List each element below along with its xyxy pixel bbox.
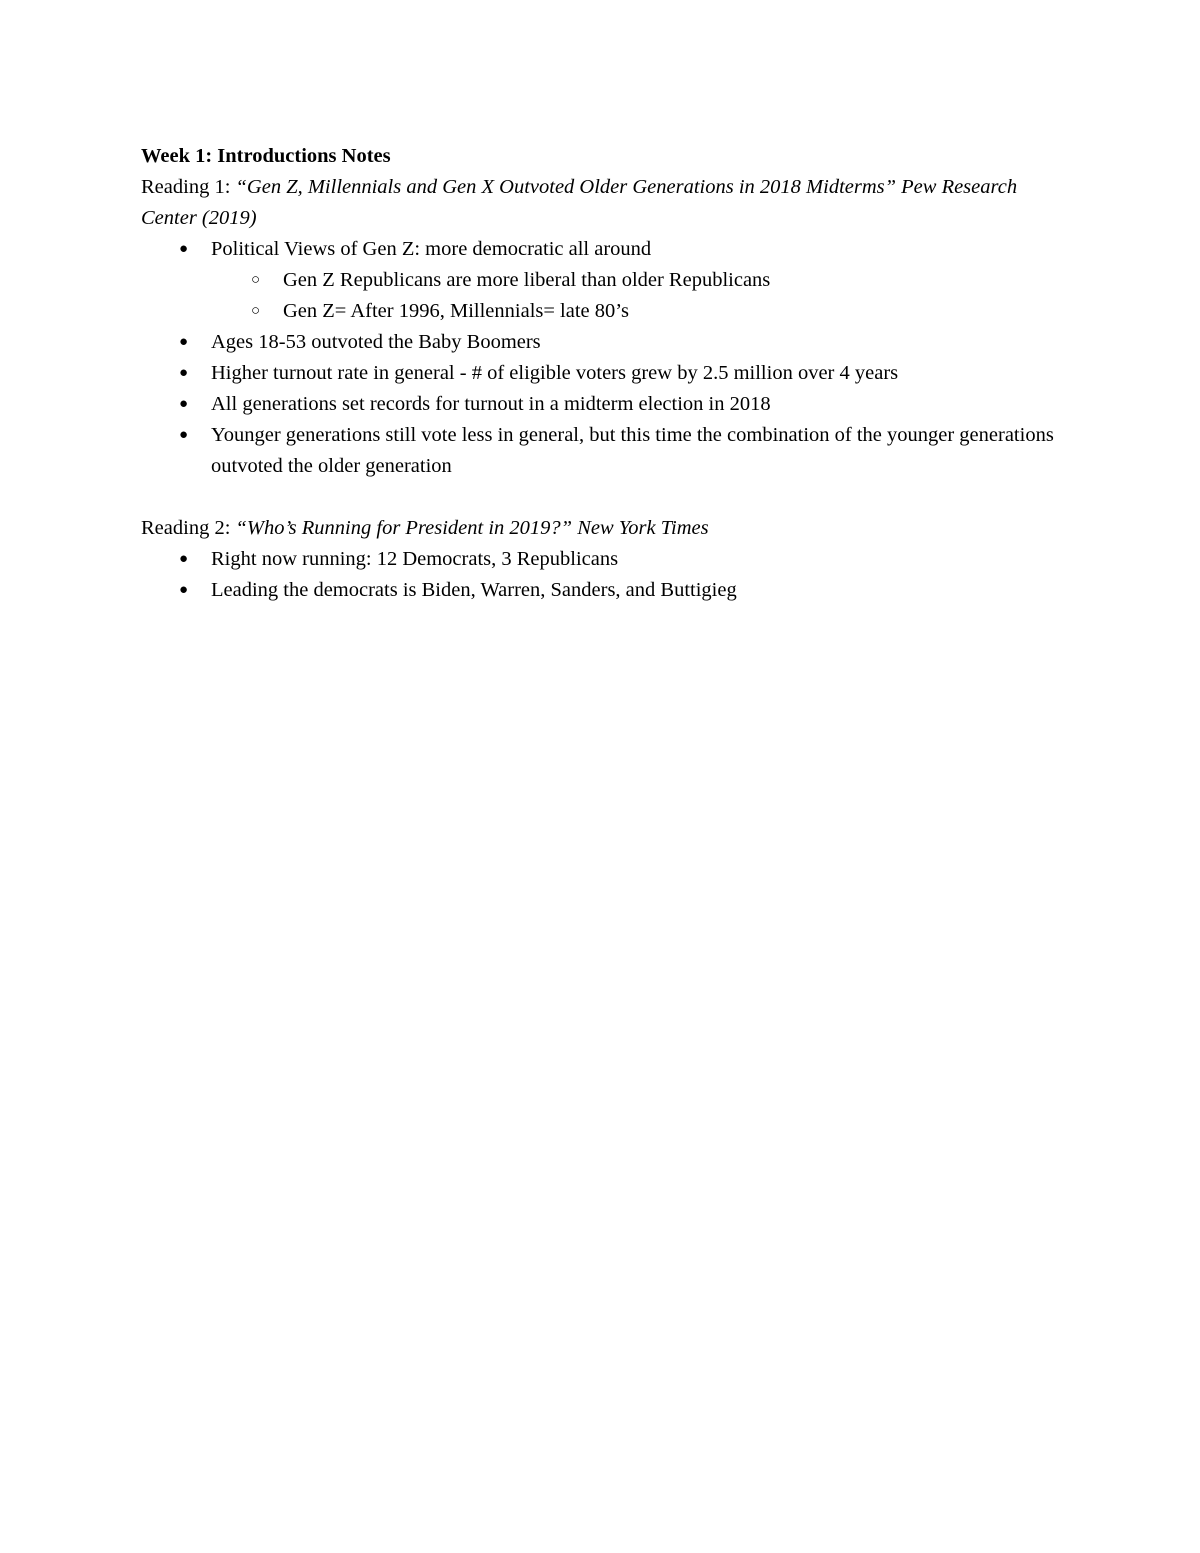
bullet-icon: ● bbox=[179, 427, 189, 443]
list-item bbox=[141, 358, 1071, 389]
document-page bbox=[141, 141, 1071, 606]
list-item bbox=[141, 575, 1071, 606]
reading-1-heading bbox=[141, 172, 1071, 234]
list-item bbox=[141, 296, 1071, 327]
reading-1-label: Reading 1: bbox=[141, 176, 236, 198]
bullet-icon: ● bbox=[179, 582, 189, 598]
reading-2-label: Reading 2: bbox=[141, 517, 236, 539]
list-item-text: Ages 18-53 outvoted the Baby Boomers bbox=[211, 331, 541, 353]
list-item-text: Right now running: 12 Democrats, 3 Republicans bbox=[211, 548, 619, 570]
page-title: Week 1: Introductions Notes bbox=[141, 145, 391, 167]
list-item-text: Younger generations still vote less in general, but this time the combination of the younger generations outvoted the older generation bbox=[211, 424, 1054, 477]
hollow-bullet-icon: ○ bbox=[251, 303, 261, 319]
reading-2-citation: “Who’s Running for President in 2019?” New York Times bbox=[235, 517, 709, 539]
reading-1-citation: “Gen Z, Millennials and Gen X Outvoted Older Generations in 2018 Midterms” Pew Research Center (2019) bbox=[141, 176, 1018, 229]
list-item bbox=[141, 544, 1071, 575]
spacer bbox=[141, 482, 1071, 513]
list-item bbox=[141, 265, 1071, 296]
list-item-text: Political Views of Gen Z: more democratic all around bbox=[211, 238, 652, 260]
reading-2-notes bbox=[141, 544, 1071, 606]
list-item-text: Higher turnout rate in general - # of eligible voters grew by 2.5 million over 4 years bbox=[211, 362, 899, 384]
list-item bbox=[141, 420, 1071, 482]
bullet-icon: ● bbox=[179, 334, 189, 350]
bullet-icon: ● bbox=[179, 396, 189, 412]
bullet-icon: ● bbox=[179, 551, 189, 567]
list-item-text: All generations set records for turnout in a midterm election in 2018 bbox=[211, 393, 771, 415]
sub-notes bbox=[211, 265, 1071, 327]
reading-2-heading bbox=[141, 513, 1071, 544]
list-item-text: Gen Z= After 1996, Millennials= late 80’s bbox=[283, 300, 629, 322]
list-item bbox=[141, 327, 1071, 358]
hollow-bullet-icon: ○ bbox=[251, 272, 261, 288]
bullet-icon: ● bbox=[179, 365, 189, 381]
list-item bbox=[141, 234, 1071, 327]
list-item-text: Leading the democrats is Biden, Warren, Sanders, and Buttigieg bbox=[211, 579, 737, 601]
reading-1-notes bbox=[141, 234, 1071, 482]
list-item bbox=[141, 389, 1071, 420]
bullet-icon: ● bbox=[179, 241, 189, 257]
list-item-text: Gen Z Republicans are more liberal than older Republicans bbox=[283, 269, 771, 291]
